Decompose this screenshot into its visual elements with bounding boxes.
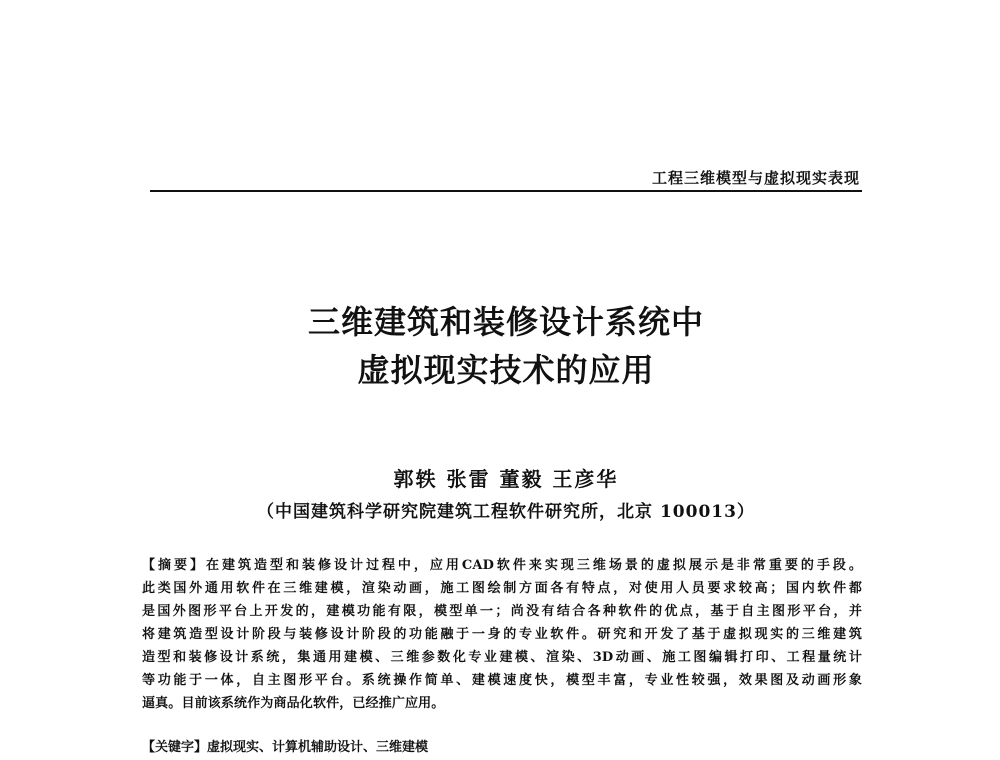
abstract-line: 等功能于一体，自主图形平台。系统操作简单、建模速度快，模型丰富，专业性较强，效果图及动画形象: [142, 673, 862, 688]
paper-title: [150, 298, 862, 394]
abstract-line: 此类国外通用软件在三维建模，渲染动画，施工图绘制方面各有特点，对使用人员要求较高；国内软件都: [142, 581, 862, 596]
running-header: [150, 168, 862, 190]
abstract-line: 逼真。目前该系统作为商品化软件，已经推广应用。: [142, 696, 445, 711]
abstract-line-text: 在建筑造型和装修设计过程中，应用CAD软件来实现三维场景的虚拟展示是非常重要的手段。: [205, 558, 862, 573]
abstract-line: 造型和装修设计系统，集通用建模、三维参数化专业建模、渲染、3D动画、施工图编辑打印、工程量统计: [142, 650, 862, 665]
keywords: [142, 738, 862, 758]
keywords-text: 虚拟现实、计算机辅助设计、三维建模: [207, 740, 429, 755]
affiliation: （中国建筑科学研究院建筑工程软件研究所，北京 100013）: [257, 502, 755, 522]
abstract-label: 【摘要】: [142, 558, 206, 573]
title-line-2: 虚拟现实技术的应用: [357, 351, 655, 389]
authors: 郭轶 张雷 董毅 王彦华: [393, 467, 619, 491]
abstract: [142, 554, 862, 715]
keywords-label: 【关键字】: [142, 740, 208, 755]
abstract-line: 是国外图形平台上开发的，建模功能有限，模型单一；尚没有结合各种软件的优点，基于自主图形平台，并: [142, 604, 862, 619]
abstract-line: 将建筑造型设计阶段与装修设计阶段的功能融于一身的专业软件。研究和开发了基于虚拟现实的三维建筑: [142, 627, 862, 642]
title-line-1: 三维建筑和装修设计系统中: [307, 303, 704, 341]
header-rule: [150, 190, 862, 192]
running-header-text: 工程三维模型与虚拟现实表现: [651, 169, 860, 187]
abstract-line: [142, 554, 862, 577]
